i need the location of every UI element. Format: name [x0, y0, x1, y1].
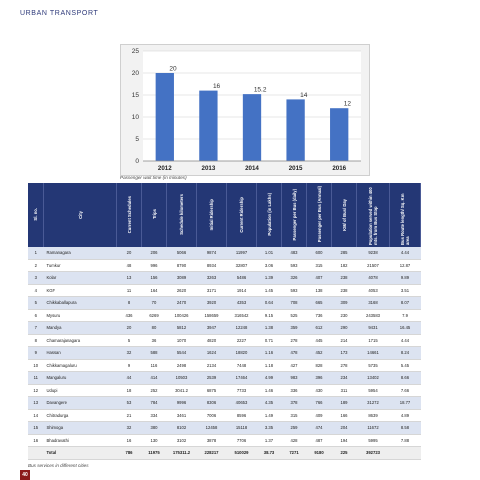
table-cell: 15118	[227, 422, 257, 435]
table-cell: 474	[307, 422, 332, 435]
y-tick-label: 5	[135, 136, 139, 143]
table-cell: 9180	[307, 447, 332, 460]
table-row	[28, 334, 421, 347]
table-cell: 2498	[167, 359, 197, 372]
column-header	[44, 183, 117, 247]
table-cell: 9.15	[257, 309, 282, 322]
table-cell: 4.89	[390, 409, 421, 422]
table-cell: 3102	[167, 434, 197, 447]
table-cell: 1.16	[257, 347, 282, 360]
table-cell: 8	[117, 297, 142, 310]
y-tick-label: 20	[131, 70, 139, 77]
table-row	[28, 384, 421, 397]
table-cell: 11997	[227, 247, 257, 259]
table-cell: 8639	[357, 409, 390, 422]
table-cell: 204	[332, 422, 357, 435]
table-cell: 1.01	[257, 247, 282, 259]
column-header	[117, 183, 142, 247]
column-header-label: Current Schedules	[126, 195, 132, 234]
table-cell: 32	[117, 422, 142, 435]
table-cell: 6	[28, 309, 44, 322]
table-cell: 427	[282, 359, 307, 372]
table-cell: 158659	[197, 309, 227, 322]
bar-value-label: 14	[300, 91, 308, 99]
table-cell: 1624	[197, 347, 227, 360]
table-cell: 8102	[167, 422, 197, 435]
table-cell: 38.73	[257, 447, 282, 460]
table-cell: 428	[282, 434, 307, 447]
table-cell: 252	[142, 384, 167, 397]
bar-value-label: 16	[212, 83, 221, 91]
table-cell: 7448	[227, 359, 257, 372]
table-cell: 8.58	[390, 422, 421, 435]
table-row	[28, 247, 421, 259]
table-row	[28, 359, 421, 372]
table-cell: 593	[282, 259, 307, 272]
wait-time-bar-chart	[120, 44, 370, 176]
table-cell: 32	[117, 347, 142, 360]
table-cell: 173	[332, 347, 357, 360]
table-cell: 116	[142, 359, 167, 372]
table-cell: 7.66	[390, 384, 421, 397]
city-cell: Chikkaballapura	[44, 297, 117, 310]
table-cell: 336	[282, 384, 307, 397]
city-cell: Shimoga	[44, 422, 117, 435]
table-cell: 8.24	[390, 347, 421, 360]
table-cell	[390, 447, 421, 460]
table-cell: 4.44	[390, 334, 421, 347]
table-cell: 3168	[357, 297, 390, 310]
table-cell: 414	[142, 372, 167, 385]
table-cell: 8934	[197, 259, 227, 272]
table-cell: 130	[142, 434, 167, 447]
table-cell: 380	[142, 422, 167, 435]
table-cell: 996	[142, 259, 167, 272]
table-cell: 5735	[357, 359, 390, 372]
table-cell: 326	[282, 272, 307, 285]
city-cell: Mangaluru	[44, 372, 117, 385]
city-cell: Chamarajanagara	[44, 334, 117, 347]
city-cell: Mysuru	[44, 309, 117, 322]
column-header-label: City	[77, 210, 83, 219]
table-cell: 786	[117, 447, 142, 460]
x-tick-label: 2016	[332, 165, 347, 172]
table-cell: 10	[28, 359, 44, 372]
table-cell: 392723	[357, 447, 390, 460]
table-cell: 5	[28, 297, 44, 310]
table-cell: 4820	[197, 334, 227, 347]
table-cell: 228217	[197, 447, 227, 460]
table-cell: 234	[332, 372, 357, 385]
table-footnote: Bus services in different cities	[28, 463, 89, 468]
x-tick-label: 2014	[245, 165, 259, 172]
table-cell: 48	[117, 259, 142, 272]
table-cell: 4.99	[257, 372, 282, 385]
table-cell: 5486	[227, 272, 257, 285]
table-cell: 225	[332, 447, 357, 460]
table-cell: 11672	[357, 422, 390, 435]
table-cell: 3461	[167, 409, 197, 422]
table-cell: 7.9	[390, 309, 421, 322]
table-cell: 14661	[357, 347, 390, 360]
table-cell: 2227	[227, 334, 257, 347]
table-cell: 1.39	[257, 272, 282, 285]
table-cell: 13402	[357, 372, 390, 385]
table-cell: 13	[117, 272, 142, 285]
column-header-label: Population served within 400 mts. from Bus Stop	[368, 186, 378, 245]
table-cell: 18820	[227, 347, 257, 360]
table-cell: 1.38	[257, 322, 282, 335]
table-cell: 4053	[357, 284, 390, 297]
table-cell: 1.18	[257, 359, 282, 372]
table-cell: 316542	[227, 309, 257, 322]
table-cell: 1.37	[257, 434, 282, 447]
column-header-label: Current Ridership	[239, 196, 244, 233]
table-cell: 8.66	[390, 372, 421, 385]
table-cell: 9.89	[390, 272, 421, 285]
y-tick-label: 0	[135, 158, 139, 165]
table-cell: 0.64	[257, 297, 282, 310]
table-cell: 3920	[197, 297, 227, 310]
chart-canvas	[121, 45, 369, 175]
table-cell: 12248	[227, 322, 257, 335]
table-cell: 359	[282, 322, 307, 335]
table-cell: 17464	[227, 372, 257, 385]
table-total-row	[28, 447, 421, 460]
city-cell: Tumkur	[44, 259, 117, 272]
table-cell: 525	[282, 309, 307, 322]
column-header	[307, 183, 332, 247]
city-cell: Davangere	[44, 397, 117, 410]
column-header	[197, 183, 227, 247]
table-cell	[28, 447, 44, 460]
table-cell: 31272	[357, 397, 390, 410]
column-header-label: Passenger per Bus (daily)	[291, 188, 297, 241]
bar	[243, 94, 261, 161]
table-cell: 4.35	[257, 397, 282, 410]
column-header-label: Bus Route length/ Sq. Km area	[400, 193, 410, 245]
table-cell: 445	[307, 334, 332, 347]
table-cell: 238	[332, 272, 357, 285]
bar	[199, 91, 217, 161]
table-cell: 70	[142, 297, 167, 310]
table-cell: 16	[117, 434, 142, 447]
table-cell: 166	[332, 409, 357, 422]
table-cell: 290	[332, 322, 357, 335]
table-cell: 9	[117, 359, 142, 372]
table-cell: 7733	[227, 384, 257, 397]
table-cell: 138	[307, 284, 332, 297]
table-cell: 4078	[357, 272, 390, 285]
table-cell: 1.45	[257, 284, 282, 297]
table-cell: 156	[142, 272, 167, 285]
table-cell: 736	[307, 309, 332, 322]
table-row	[28, 297, 421, 310]
table-cell: 3041.2	[167, 384, 197, 397]
table-cell: 14	[28, 409, 44, 422]
city-cell: Ramanagara	[44, 247, 117, 259]
table-cell: 5	[117, 334, 142, 347]
page-number: 40	[20, 470, 30, 480]
table-row	[28, 409, 421, 422]
table-cell: 259	[282, 422, 307, 435]
y-tick-label: 25	[131, 48, 139, 55]
table-header-row	[28, 183, 421, 247]
column-header	[257, 183, 282, 247]
table-row	[28, 434, 421, 447]
table-cell: 378	[282, 397, 307, 410]
table-cell: 8596	[227, 409, 257, 422]
city-cell: Kolar	[44, 272, 117, 285]
table-cell: 612	[307, 322, 332, 335]
table-cell: 9996	[167, 397, 197, 410]
bus-services-table	[28, 183, 421, 460]
table-cell: 5812	[167, 322, 197, 335]
table-row	[28, 422, 421, 435]
table-cell: 436	[117, 309, 142, 322]
table-cell: 32807	[227, 259, 257, 272]
table-cell: 7	[28, 322, 44, 335]
table-cell: 315	[282, 409, 307, 422]
table-cell: 3.35	[257, 422, 282, 435]
chart-caption: Passenger wait time (in minutes)	[120, 175, 187, 180]
table-cell: 44	[117, 372, 142, 385]
city-cell: Total	[44, 447, 117, 460]
bar	[330, 108, 348, 161]
table-cell: 12458	[197, 422, 227, 435]
table-cell: 5066	[167, 247, 197, 259]
city-cell: Hassan	[44, 347, 117, 360]
city-cell: Mandya	[44, 322, 117, 335]
table-cell: 593	[282, 284, 307, 297]
table-cell: 7.88	[390, 434, 421, 447]
table-cell: 1715	[357, 334, 390, 347]
table-cell: 189	[332, 397, 357, 410]
column-header-label: Sl. no.	[33, 208, 38, 221]
table-cell: 164	[142, 284, 167, 297]
table-cell: 36	[142, 334, 167, 347]
table-cell: 21	[117, 409, 142, 422]
table-cell: 3089	[167, 272, 197, 285]
table-cell: 311	[332, 384, 357, 397]
table-cell: 8.07	[390, 297, 421, 310]
city-cell: Chitradurga	[44, 409, 117, 422]
x-tick-label: 2013	[201, 165, 216, 172]
table-cell: 243583	[357, 309, 390, 322]
table-row	[28, 259, 421, 272]
table-cell: 828	[307, 359, 332, 372]
table-cell: 396	[307, 372, 332, 385]
table-cell: 53	[117, 397, 142, 410]
table-cell: 3.51	[390, 284, 421, 297]
column-header-label: Trips	[151, 209, 157, 220]
table-cell: 4.44	[390, 247, 421, 259]
table-cell: 15	[28, 422, 44, 435]
table-cell: 708	[282, 297, 307, 310]
table-row	[28, 284, 421, 297]
table-cell: 9238	[357, 247, 390, 259]
table-cell: 7271	[282, 447, 307, 460]
table-cell: 9874	[197, 247, 227, 259]
table-cell: 309	[332, 297, 357, 310]
table-cell: 407	[307, 272, 332, 285]
table-cell: 9431	[357, 322, 390, 335]
x-tick-label: 2015	[288, 165, 303, 172]
table-cell: 175311.2	[167, 447, 197, 460]
table-row	[28, 309, 421, 322]
city-cell: Chikkamagaluru	[44, 359, 117, 372]
table-cell: 285	[332, 247, 357, 259]
table-cell: 1914	[227, 284, 257, 297]
column-header	[142, 183, 167, 247]
bar-value-label: 20	[169, 65, 177, 73]
column-header	[390, 183, 421, 247]
column-header-label: Schedule kilometers	[179, 194, 184, 235]
column-header	[227, 183, 257, 247]
table-cell: 3263	[197, 272, 227, 285]
table-cell: 238	[332, 284, 357, 297]
table-cell: 1.49	[257, 409, 282, 422]
city-cell: KGF	[44, 284, 117, 297]
table-cell: 8306	[197, 397, 227, 410]
x-tick-label: 2012	[157, 165, 172, 172]
table-cell: 2539	[197, 372, 227, 385]
table-cell: 10503	[167, 372, 197, 385]
y-tick-label: 10	[131, 114, 139, 121]
table-cell: 8790	[167, 259, 197, 272]
column-header	[332, 183, 357, 247]
column-header-label: Initial Ridership	[209, 198, 214, 231]
table-cell: 13	[28, 397, 44, 410]
table-cell: 1.46	[257, 384, 282, 397]
table-row	[28, 322, 421, 335]
table-cell: 5995	[357, 434, 390, 447]
table-cell: 8	[28, 334, 44, 347]
table-cell: 1070	[167, 334, 197, 347]
table-row	[28, 347, 421, 360]
table-cell: 665	[307, 297, 332, 310]
table-cell: 7006	[197, 409, 227, 422]
table-cell: 7706	[227, 434, 257, 447]
table-cell: 18	[117, 384, 142, 397]
bar-value-label: 12	[343, 100, 351, 108]
column-header	[357, 183, 390, 247]
table-cell: 2	[28, 259, 44, 272]
table-cell: 600	[307, 247, 332, 259]
column-header	[28, 183, 44, 247]
table-cell: 6875	[197, 384, 227, 397]
table-cell: 21507	[357, 259, 390, 272]
table-cell: 983	[282, 372, 307, 385]
table-cell: 430	[307, 384, 332, 397]
table-cell: 11	[28, 372, 44, 385]
table-cell: 80	[142, 322, 167, 335]
table-cell: 18.77	[390, 397, 421, 410]
city-cell: Bhadravathi	[44, 434, 117, 447]
table-cell: 11975	[142, 447, 167, 460]
table-row	[28, 397, 421, 410]
table-cell: 766	[307, 397, 332, 410]
table-cell: 0.71	[257, 334, 282, 347]
table-cell: 6269	[142, 309, 167, 322]
bar	[156, 73, 174, 161]
table-cell: 409	[307, 409, 332, 422]
table-cell: 3171	[197, 284, 227, 297]
table-cell: 214	[332, 334, 357, 347]
column-header	[282, 183, 307, 247]
table-row	[28, 272, 421, 285]
table-cell: 452	[307, 347, 332, 360]
table-cell: 278	[332, 359, 357, 372]
table-cell: 3947	[197, 322, 227, 335]
column-header-label: KM/ of Bus/ Day	[341, 198, 347, 231]
table-cell: 5954	[357, 384, 390, 397]
table-cell: 20	[117, 322, 142, 335]
table-cell: 784	[142, 397, 167, 410]
table-cell: 3	[28, 272, 44, 285]
table-cell: 20	[117, 247, 142, 259]
table-cell: 2620	[167, 284, 197, 297]
table-cell: 40653	[227, 397, 257, 410]
table-cell: 483	[282, 247, 307, 259]
page-header-title: URBAN TRANSPORT	[20, 10, 99, 17]
table-cell: 5.45	[390, 359, 421, 372]
table-cell: 487	[307, 434, 332, 447]
column-header-label: Passenger per Bus (Annual)	[316, 186, 322, 243]
table-cell: 4	[28, 284, 44, 297]
table-cell: 334	[142, 409, 167, 422]
table-cell: 12	[28, 384, 44, 397]
table-row	[28, 372, 421, 385]
table-cell: 2134	[197, 359, 227, 372]
table-cell: 2470	[167, 297, 197, 310]
bar	[286, 99, 304, 161]
table-cell: 182	[332, 259, 357, 272]
table-cell: 206	[142, 247, 167, 259]
table-cell: 510029	[227, 447, 257, 460]
table-cell: 11	[117, 284, 142, 297]
column-header	[167, 183, 197, 247]
table-cell: 100426	[167, 309, 197, 322]
city-cell: Udupi	[44, 384, 117, 397]
table-cell: 588	[142, 347, 167, 360]
table-cell: 315	[307, 259, 332, 272]
table-cell: 230	[332, 309, 357, 322]
table-cell: 4353	[227, 297, 257, 310]
column-header-label: Population (in Lakhs)	[266, 193, 272, 236]
table-cell: 3.06	[257, 259, 282, 272]
y-tick-label: 15	[131, 92, 139, 99]
table-cell: 1	[28, 247, 44, 259]
table-cell: 278	[282, 334, 307, 347]
table-cell: 194	[332, 434, 357, 447]
table-cell: 9	[28, 347, 44, 360]
bar-value-label: 15.2	[253, 86, 267, 94]
table-cell: 12.87	[390, 259, 421, 272]
table-cell: 3878	[197, 434, 227, 447]
table-cell: 16	[28, 434, 44, 447]
table-cell: 16.45	[390, 322, 421, 335]
table-cell: 5544	[167, 347, 197, 360]
table-cell: 478	[282, 347, 307, 360]
